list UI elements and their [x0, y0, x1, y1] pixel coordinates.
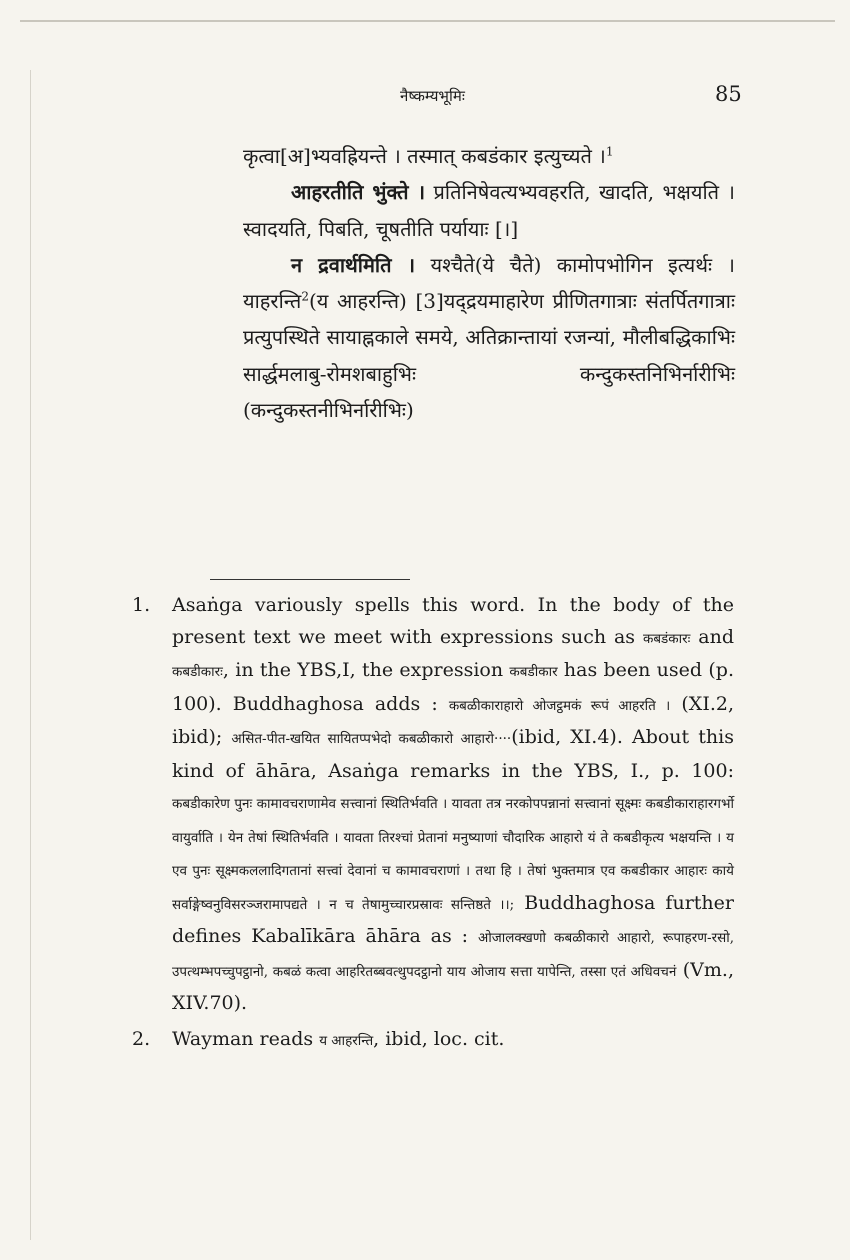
page-header — [0, 82, 850, 112]
footnote-1: 1. Asaṅga variously spells this word. In the body of the present text we meet with expressions such as कबडंकारः and कबडीकारः, in the YBS,I, the expression कबडीकार has been used (p. 100). Buddhaghosa adds : कबळीकाराहारो ओजट्ठमकं रूपं आहरति । (XI.2, ibid); असित-पीत-खयित सायितप्पभेदो कबळीकारो आहारो····(ibid, XI.4). About this kind of āhāra, Asaṅga remarks in the YBS, I., p. 100: कबडीकारेण पुनः कामावचराणामेव सत्त्वानां स्थितिर्भवति । यावता तत्र नरकोपपन्नानां सत्त्वानां सूक्ष्मः कबडीकाराहारगर्भो वायुर्वाति । येन तेषां स्थितिर्भवति । यावता तिरश्चां प्रेतानां मनुष्याणां चौदारिक आहारो यं ते कबडीकृत्य भक्षयन्ति । य एव पुनः सूक्ष्मकललादिगतानां सत्त्वां देवानां च कामावचराणां । तथा हि । तेषां भुक्तमात्र एव कबडीकार आहारः काये सर्वाङ्गेष्वनुविसरञ्जरामापद्यते । न च तेषामुच्चारप्रस्रावः सन्तिष्ठते ।।; Buddhaghosa further defines Kabalīkāra āhāra as : ओजालक्खणो कबळीकारो आहारो, रूपाहरण-रसो, उपत्थम्भपच्चुपट्ठानो, कबळं कत्वा आहरितब्बवत्थुपदट्ठानो याय ओजाय सत्ता यापेन्ति, तस्सा एतं अधिवचनं (Vm., XIV.70). — [132, 590, 734, 1020]
paragraph-2-lemma: आहरतीति भुंक्ते । — [291, 180, 426, 205]
footnote-2: 2. Wayman reads य आहरन्ति, ibid, loc. cit. — [132, 1024, 734, 1058]
scan-edge-top — [20, 20, 835, 22]
paragraph-1: कृत्वा[अ]भ्यवह्रियन्ते । तस्मात् कबडंकार इत्युच्यते ।$^1$ — [243, 144, 614, 168]
footnote-ref-2: 2 — [301, 289, 309, 304]
footnote-rule — [210, 579, 410, 580]
page-number: 85 — [715, 82, 742, 106]
paragraph-3: न द्रवार्थमिति । यश्चैते(ये चैते) कामोपभोगिन इत्यर्थः । याहरन्ति$^2$(य आहरन्ति) [3]यद्द्रयमाहारेण प्रीणितगात्राः संतर्पितगात्राः प्रत्युपस्थिते सायाह्नकाले समये, अतिक्रान्तायां रजन्यां, मौलीबद्धिकाभिः सार्द्धमलाबु-रोमशबाहुभिः कन्दुकस्तनिभिर्नारीभिः (कन्दुकस्तनीभिर्नारीभिः) — [243, 252, 736, 423]
footnote-number: 2. — [132, 1027, 151, 1050]
main-text — [243, 138, 735, 428]
paragraph-3-lemma: न द्रवार्थमिति । — [291, 252, 416, 277]
running-head: नैष्कम्यभूमिः — [400, 87, 465, 105]
paragraph-2: आहरतीति भुंक्ते । प्रतिनिषेवत्यभ्यवहरति, खादति, भक्षयति । स्वादयति, पिबति, चूषतीति पर्यायाः [।] — [243, 180, 735, 241]
footnote-ref-1: 1 — [605, 144, 614, 159]
footnotes — [132, 590, 734, 1057]
scan-edge-left — [30, 70, 31, 1240]
footnote-number: 1. — [132, 594, 151, 616]
